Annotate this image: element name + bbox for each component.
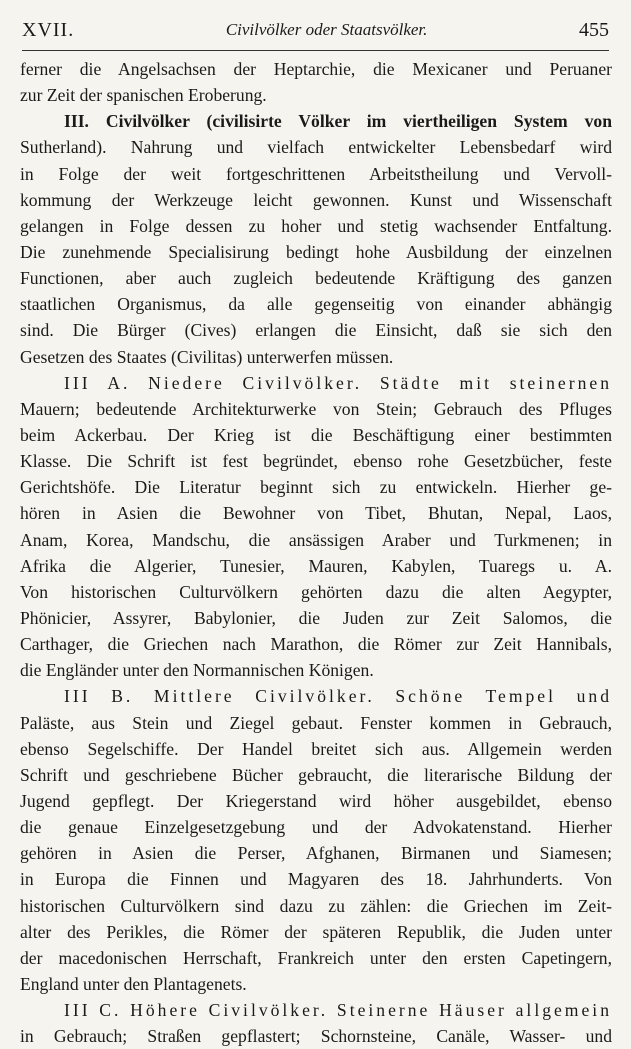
text-line: alter des Perikles, die Römer der späteren Republik, die Juden unter <box>20 921 612 942</box>
text-line: III. Civilvölker (civilisirte Völker im viertheiligen System von <box>64 111 612 132</box>
text-line: Carthager, die Griechen nach Marathon, die Römer zur Zeit Hannibals, <box>20 634 612 655</box>
text-line: Paläste, aus Stein und Ziegel gebaut. Fenster kommen in Gebrauch, <box>20 712 612 733</box>
text-line: Klasse. Die Schrift ist fest begründet, ebenso rohe Gesetzbücher, feste <box>20 451 612 472</box>
text-line: zur Zeit der spanischen Eroberung. <box>20 85 267 106</box>
text-line: ferner die Angelsachsen der Heptarchie, die Mexicaner und Peruaner <box>20 59 612 79</box>
text-line: Sutherland). Nahrung und vielfach entwickelter Lebensbedarf wird <box>20 137 612 158</box>
text-line: Gerichtshöfe. Die Literatur beginnt sich zu entwickeln. Hierher ge- <box>20 477 612 498</box>
text-line: III A. Niedere Civilvölker. Städte mit steinernen <box>64 372 612 393</box>
text-line: III C. Höhere Civilvölker. Steinerne Häuser allgemein <box>64 1000 612 1021</box>
text-line: in Gebrauch; Straßen gepflastert; Schornsteine, Canäle, Wasser- und <box>20 1026 612 1047</box>
text-line: hören in Asien die Bewohner von Tibet, Bhutan, Nepal, Laos, <box>20 503 612 524</box>
text-line: Jugend gepflegt. Der Kriegerstand wird höher ausgebildet, ebenso <box>20 790 612 811</box>
text-line: III B. Mittlere Civilvölker. Schöne Tempel und <box>64 686 612 707</box>
text-line: Von historischen Culturvölkern gehörten dazu die alten Aegypter, <box>20 581 612 602</box>
text-line: staatlichen Organismus, da alle gegenseitig von einander abhängig <box>20 294 612 315</box>
text-line: England unter den Plantagenets. <box>20 973 247 994</box>
text-line: der macedonischen Herrschaft, Frankreich unter den ersten Capetingern, <box>20 947 612 968</box>
text-line: sind. Die Bürger (Cives) erlangen die Einsicht, daß sie sich den <box>20 320 612 341</box>
text-line: kommung der Werkzeuge leicht gewonnen. Kunst und Wissenschaft <box>20 189 612 210</box>
chapter-number: XVII. <box>22 18 75 41</box>
text-line: Phönicier, Assyrer, Babylonier, die Juden zur Zeit Salomos, die <box>20 607 612 628</box>
body-text <box>20 56 612 1048</box>
text-line: Functionen, aber auch zugleich bedeutende Kräftigung des ganzen <box>20 268 612 289</box>
text-line: ebenso Segelschiffe. Der Handel breitet sich aus. Allgemein werden <box>20 738 612 759</box>
text-line: gelangen in Folge dessen zu hoher und stetig wachsender Entfaltung. <box>20 215 612 236</box>
text-line: die genaue Einzelgesetzgebung und der Advokatenstand. Hierher <box>20 817 612 838</box>
text-line: Gesetzen des Staates (Civilitas) unterwerfen müssen. <box>20 346 394 367</box>
text-line: gehören in Asien die Perser, Afghanen, Birmanen und Siamesen; <box>20 843 612 864</box>
text-line: die Engländer unter den Normannischen Königen. <box>20 660 374 681</box>
text-line: Afrika die Algerier, Tunesier, Mauren, Kabylen, Tuaregs u. A. <box>20 555 612 576</box>
running-header <box>22 14 609 46</box>
header-rule <box>22 50 609 51</box>
text-line: in Europa die Finnen und Magyaren des 18. Jahrhunderts. Von <box>20 869 612 890</box>
text-line: Schrift und geschriebene Bücher gebraucht, die literarische Bildung der <box>20 764 612 785</box>
text-line: historischen Culturvölkern sind dazu zu zählen: die Griechen im Zeit- <box>20 895 612 916</box>
text-line: Mauern; bedeutende Architekturwerke von Stein; Gebrauch des Pfluges <box>20 398 612 419</box>
text-line: Die zunehmende Specialisirung bedingt hohe Ausbildung der einzelnen <box>20 241 612 262</box>
text-line: in Folge der weit fortgeschrittenen Arbeitstheilung und Vervoll- <box>20 163 612 184</box>
text-line: beim Ackerbau. Der Krieg ist die Beschäftigung einer bestimmten <box>20 424 612 445</box>
text-line: Anam, Korea, Mandschu, die ansässigen Araber und Turkmenen; in <box>20 529 612 550</box>
running-title: Civilvölker oder Staatsvölker. <box>225 20 428 39</box>
page-number: 455 <box>579 18 609 41</box>
